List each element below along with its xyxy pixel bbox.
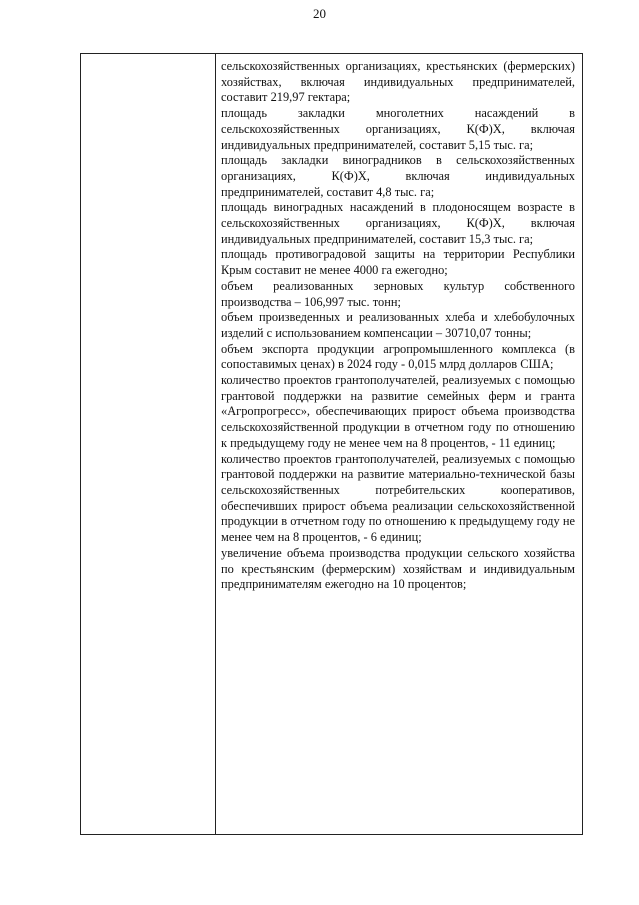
paragraph-fruiting-vineyard-area: площадь виноградных насаждений в плодоносящем возрасте в сельскохозяйственных организациях, К(Ф)Х, включая индивидуальных предпринимателей, составит 15,3 тыс. га; [221, 200, 575, 246]
paragraph-cooperative-grant-projects: количество проектов грантополучателей, реализуемых с помощью грантовой поддержки на развитие материально-технической базы сельскохозяйственных потребительских кооперативов, обеспечивших прирост объема реализации сельскохозяйственной продукции в отчетном году по отношению к предыдущему году не менее чем на 8 процентов, - 6 единиц; [221, 451, 575, 545]
paragraph-farm-production-increase: увеличение объема производства продукции сельского хозяйства по крестьянским (фермерским) хозяйствам и индивидуальным предпринимателям ежегодно на 10 процентов; [221, 545, 575, 592]
table-right-cell [221, 59, 575, 593]
paragraph-grain-sales-volume: объем реализованных зерновых культур собственного производства – 106,997 тыс. тонн; [221, 278, 575, 309]
paragraph-perennial-planting-area: площадь закладки многолетних насаждений в сельскохозяйственных организациях, К(Ф)Х, включая индивидуальных предпринимателей, составит 5,15 тыс. га; [221, 106, 575, 152]
document-table [80, 53, 583, 835]
paragraph-agro-export-volume: объем экспорта продукции агропромышленного комплекса (в сопоставимых ценах) в 2024 году - 0,015 млрд долларов США; [221, 341, 575, 372]
page-number: 20 [313, 6, 326, 21]
paragraph-vineyard-planting-area: площадь закладки виноградников в сельскохозяйственных организациях, К(Ф)Х, включая индивидуальных предпринимателей, составит 4,8 тыс. га; [221, 153, 575, 199]
paragraph-anti-hail-protection: площадь противоградовой защиты на территории Республики Крым составит не менее 4000 га ежегодно; [221, 247, 575, 278]
paragraph-bread-production-volume: объем произведенных и реализованных хлеба и хлебобулочных изделий с использованием компенсации – 30710,07 тонны; [221, 310, 575, 340]
table-left-cell [81, 54, 216, 834]
paragraph-family-farm-grant-projects: количество проектов грантополучателей, реализуемых с помощью грантовой поддержки на развитие семейных ферм и гранта «Агропрогресс», обеспечивающих прирост объема производства сельскохозяйственной продукции в отчетном году по отношению к предыдущему году не менее чем на 8 процентов, - 11 единиц; [221, 373, 575, 450]
paragraph-area-perennial-orgs: сельскохозяйственных организациях, крестьянских (фермерских) хозяйствах, включая индивидуальных предпринимателей, составит 219,97 гектара; [221, 59, 575, 105]
